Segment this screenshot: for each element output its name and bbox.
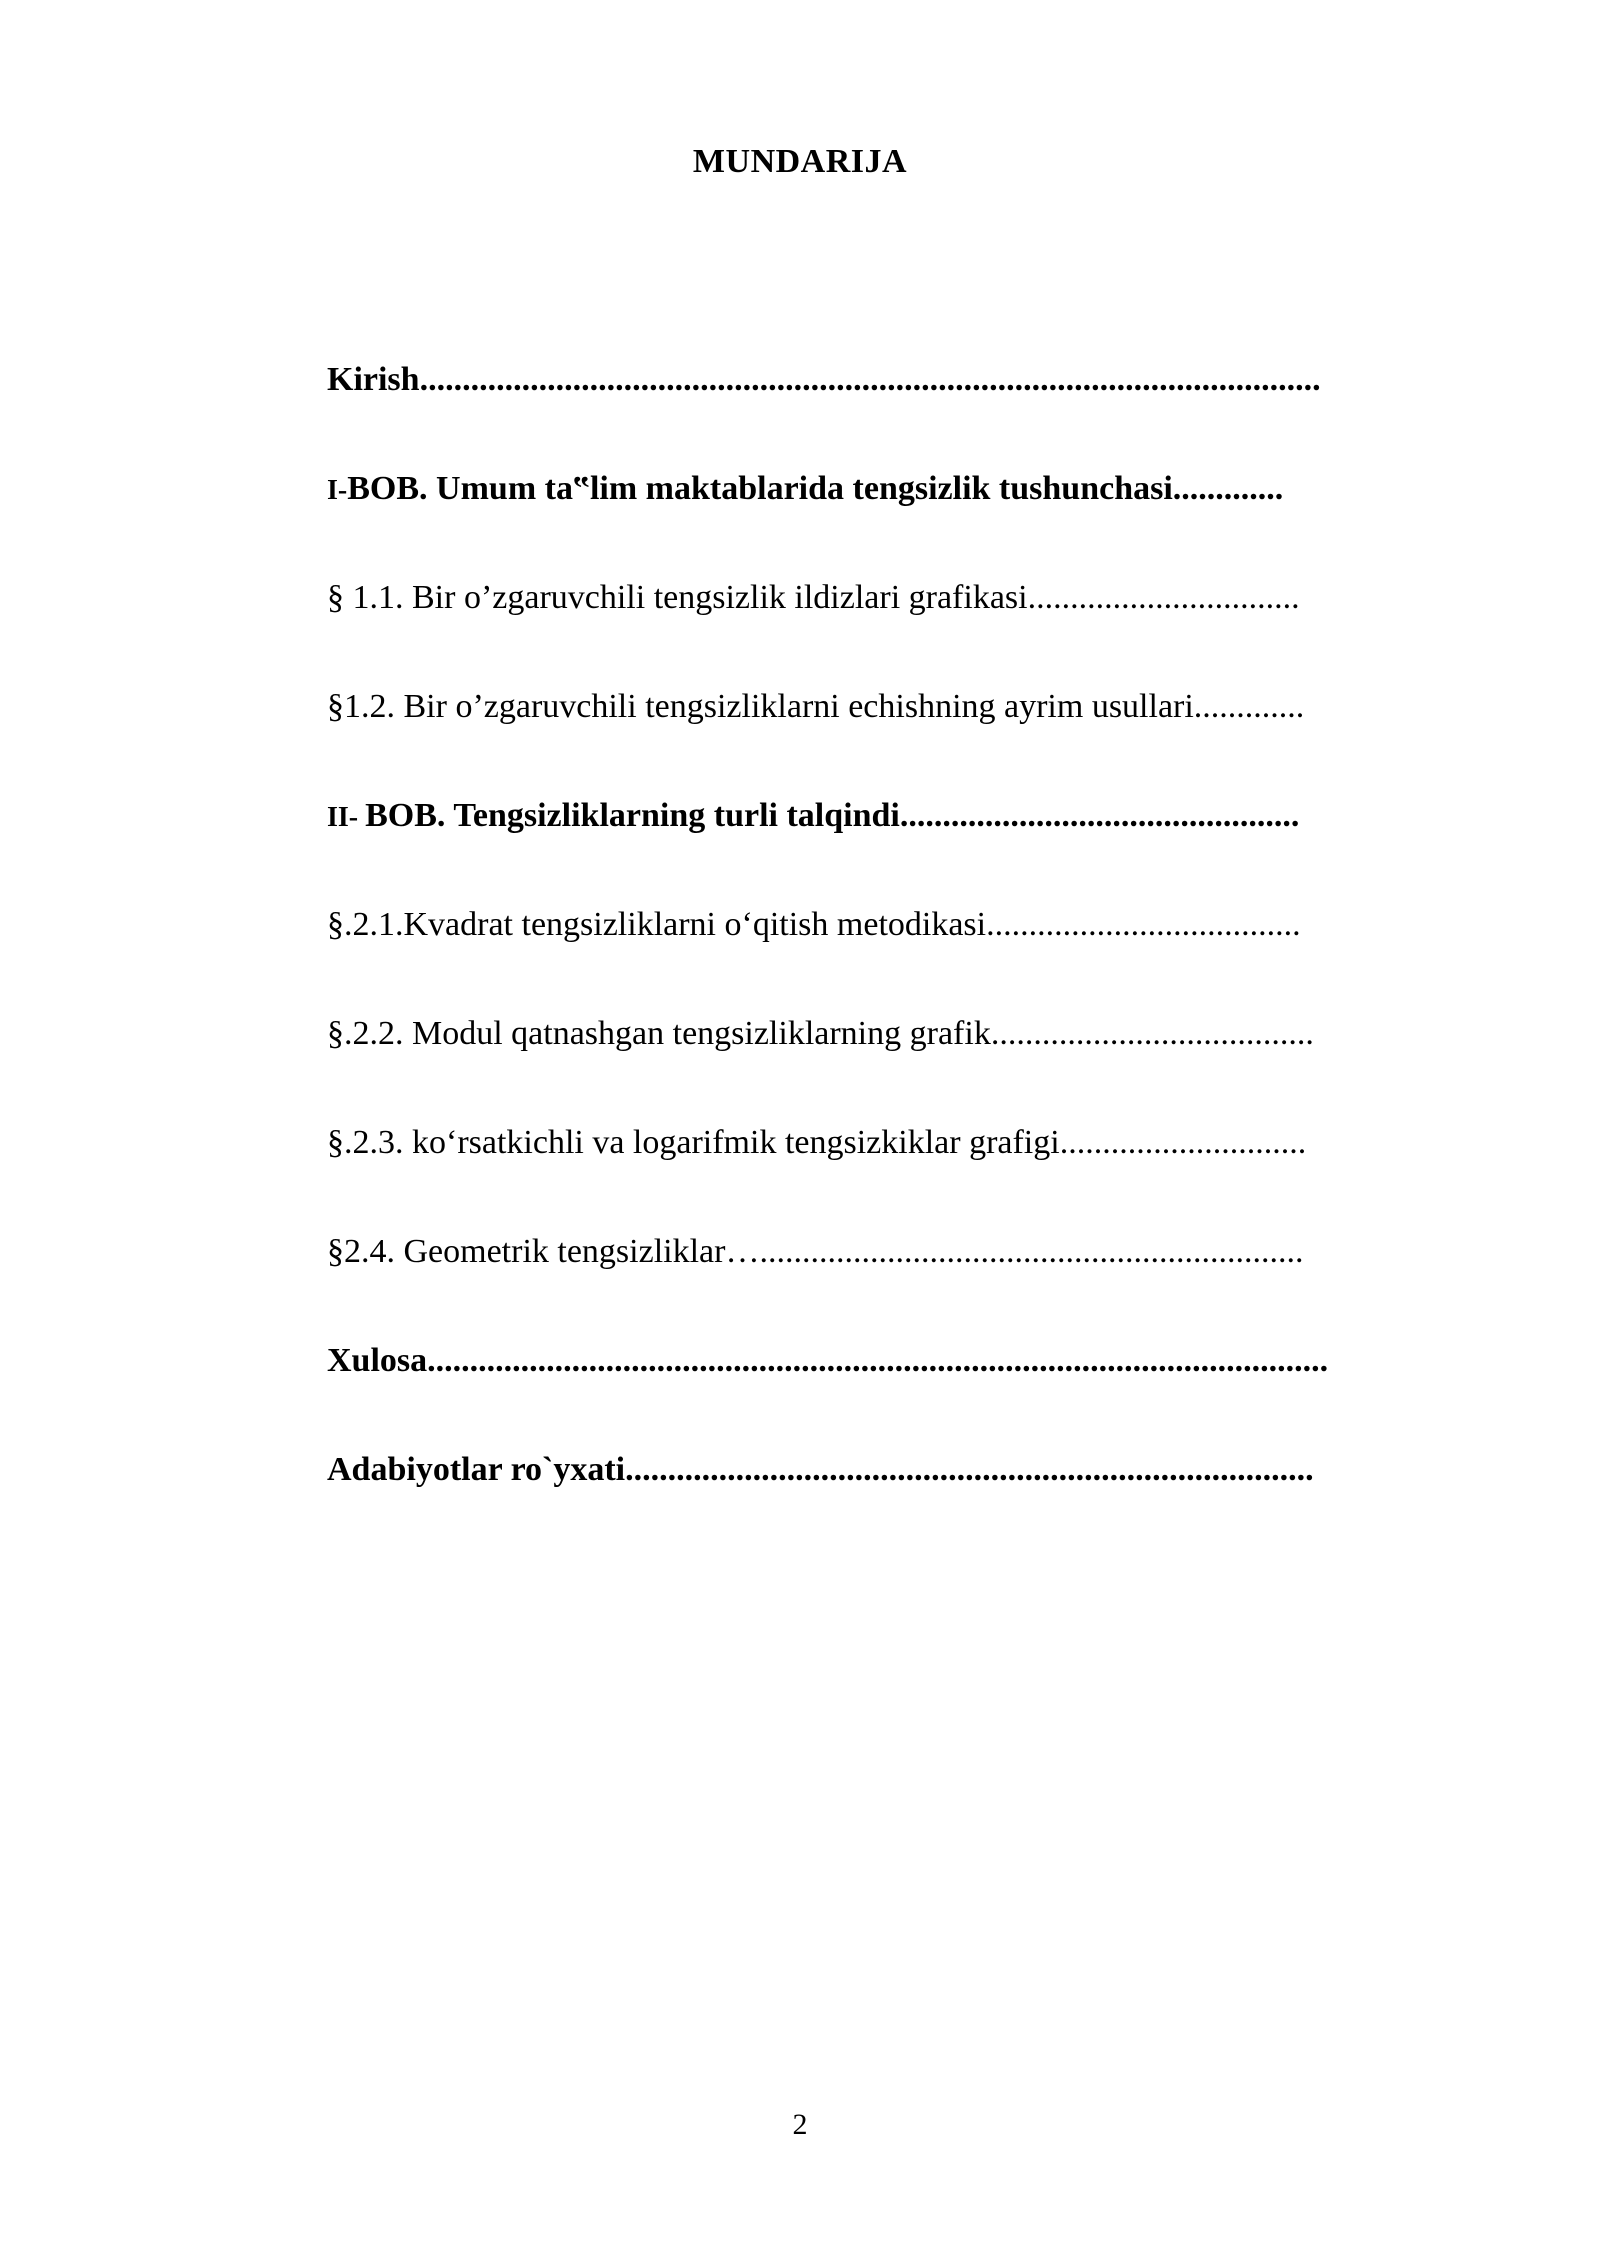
toc-entry-section-2-4 [327, 1227, 1487, 1336]
toc-entry-chapter-1 [327, 464, 1487, 573]
toc-entry-section-1-1 [327, 573, 1487, 682]
toc-entry-section-2-3 [327, 1118, 1487, 1227]
toc-entry-text: §2.4. Geometrik tengsizliklar…................................................................ [327, 1233, 1304, 1270]
toc-entry-prefix: II- [327, 802, 366, 833]
toc-entry-text: Kirish.......................................................................................................... [327, 361, 1321, 398]
toc-entry-kirish [327, 355, 1487, 464]
page-number: 2 [792, 2108, 808, 2141]
table-of-contents [327, 355, 1487, 1554]
page-title: MUNDARIJA [692, 143, 908, 180]
toc-entry-text: §.2.1.Kvadrat tengsizliklarni o‘qitish metodikasi..................................... [327, 906, 1301, 943]
toc-entry-section-1-2 [327, 682, 1487, 791]
toc-entry-text: Xulosa.......................................................................................................... [327, 1342, 1329, 1379]
toc-entry-text: §1.2. Bir o’zgaruvchili tengsizliklarni echishning ayrim usullari............. [327, 688, 1305, 725]
toc-entry-text: § 1.1. Bir o’zgaruvchili tengsizlik ildizlari grafikasi................................ [327, 579, 1300, 616]
toc-entry-chapter-2 [327, 791, 1487, 900]
toc-entry-section-2-1 [327, 900, 1487, 1009]
toc-entry-section-2-2 [327, 1009, 1487, 1118]
toc-entry-text: BOB. Umum ta‟lim maktablarida tengsizlik tushunchasi............. [347, 470, 1284, 507]
toc-entry-adabiyotlar [327, 1445, 1487, 1554]
toc-entry-text: §.2.3. ko‘rsatkichli va logarifmik tengsizkiklar grafigi............................. [327, 1124, 1307, 1161]
toc-entry-prefix: I- [327, 475, 348, 506]
toc-entry-text: Adabiyotlar ro`yxati................................................................................. [327, 1451, 1314, 1488]
toc-entry-xulosa [327, 1336, 1487, 1445]
toc-entry-text: §.2.2. Modul qatnashgan tengsizliklarning grafik...................................... [327, 1015, 1314, 1052]
toc-entry-text: BOB. Tengsizliklarning turli talqindi............................................... [365, 797, 1300, 834]
